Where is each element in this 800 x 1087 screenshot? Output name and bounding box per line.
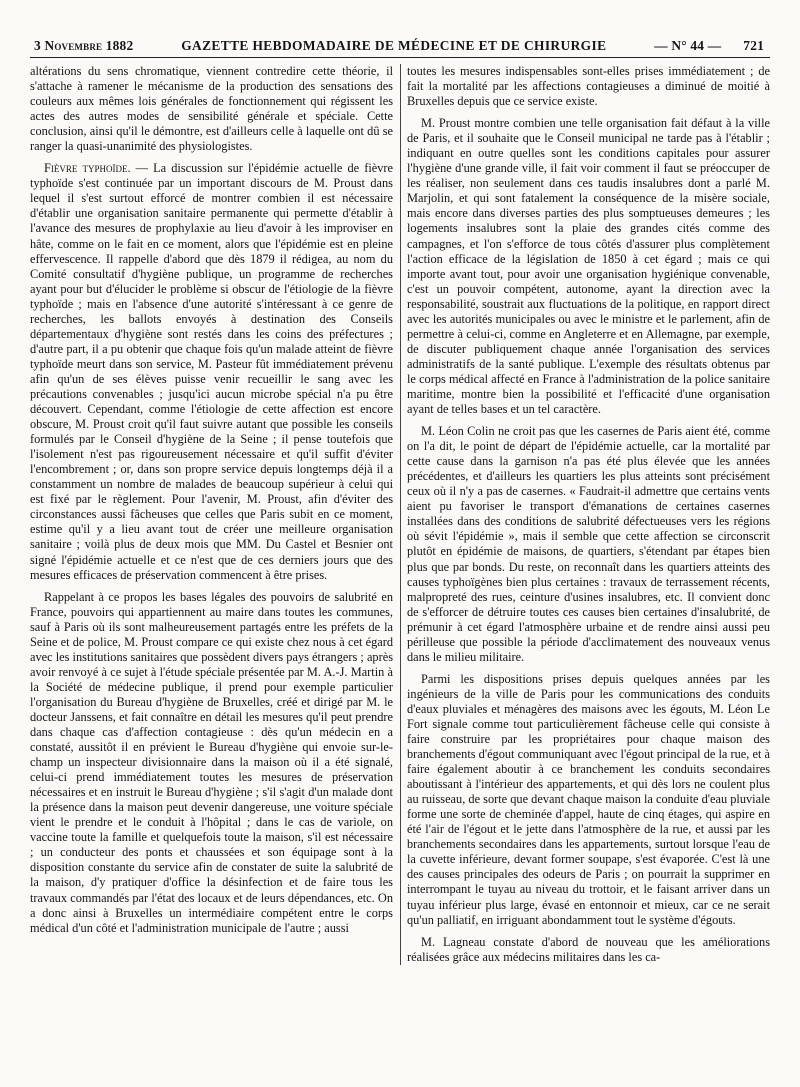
paragraph: M. Léon Colin ne croit pas que les casernes de Paris aient été, comme on l'a dit, le point de départ de l'épidémie actuelle, car la mortalité par cette cause dans la garnison n'a pas été plus élevée que les années précédentes, et d'ailleurs les quartiers les plus atteints sont précisément ceux où il n'y a pas de casernes. « Faudrait-il admettre que certains vents aient pu favoriser le transport d'émanations de certaines casernes installées dans des conditions de salubrité défectueuses vers les régions où sévit l'épidémie », mais il semble que cette affection se circonscrit plutôt en épidémie de maisons, de quartiers, s'étendant par étapes bien plus que par bonds. Du reste, on reconnaît dans les quartiers atteints des causes typhoïgènes bien plus certaines : travaux de terrassement récents, malpropreté des rues, ceinture d'usines insalubres, etc. Il convient donc de s'efforcer de détruire toutes ces causes bien certaines d'insalubrité, de prémunir à cet égard l'atmosphère urbaine et de rendre ainsi aussi peu périlleuse que possible la période d'acclimatement des nouveaux venus dans le milieu militaire. (407, 424, 770, 664)
section-heading: Fièvre typhoïde. (44, 161, 131, 176)
issue-date: 3 Novembre 1882 (34, 38, 134, 53)
paragraph: altérations du sens chromatique, viennent contredire cette théorie, il s'attache à ramener le mécanisme de la production des sensations des couleurs aux mêmes lois générales de fonctionnement qui régissent les actes des autres modes de sensibilité générale et spéciale. Cette conclusion, ainsi qu'il le démontre, est d'ailleurs celle à laquelle ont dû se ranger la quasi-unanimité des physiologistes. (30, 64, 393, 154)
paragraph: M. Lagneau constate d'abord de nouveau que les améliorations réalisées grâce aux médecins militaires dans les ca- (407, 934, 770, 964)
column-divider (400, 64, 401, 965)
journal-title: GAZETTE HEBDOMADAIRE DE MÉDECINE ET DE CHIRURGIE (181, 38, 607, 53)
paragraph: Rappelant à ce propos les bases légales des pouvoirs de salubrité en France, pouvoirs qui appartiennent au maire dans toutes les communes, sauf à Paris où ils sont malheureusement partagés entre les préfets de la Seine et de police, M. Proust compare ce qui existe chez nous à cet égard avec les institutions sanitaires que possèdent divers pays étrangers ; après avoir renvoyé à ce sujet à l'étude spéciale présentée par M. A.-J. Martin à la Société de médecine publique, il prend pour exemple particulier l'organisation du Bureau d'hygiène de Bruxelles, créé et dirigé par M. le docteur Janssens, et fait connaître en détail les mesures qu'il peut prendre dans chaque cas d'affection contagieuse : dès qu'un médecin en a constaté, aussitôt il en prévient le Bureau d'hygiène qui envoie sur-le-champ un inspecteur divisionnaire dans la maison où il a été signalé, celui-ci prend immédiatement toutes les mesures de préservation nécessaires et en instruit le Bureau d'hygiène ; s'il s'agit d'un malade dont la présence dans la maison peut devenir dangereuse, une voiture spéciale vient le prendre et le conduit à l'hôpital ; dans le cas de variole, on vaccine toute la famille et quelquefois toute la maison, s'il est nécessaire ; un conducteur des ponts et chaussées et son équipage sont à la disposition constante du service afin de constater de suite la salubrité de la maison, d'y pratiquer d'office la désinfection et de faire tous les travaux commandés par l'état des locaux et de leurs dépendances, etc. On a donc ainsi à Bruxelles un intermédiaire compétent entre le corps médical d'un côté et l'administration municipale de l'autre ; aussi (30, 589, 393, 935)
issue-info (654, 38, 764, 54)
paragraph: toutes les mesures indispensables sont-elles prises immédiatement ; de fait la mortalité par les affections contagieuses a diminué de moitié à Bruxelles depuis que ce service existe. (407, 64, 770, 109)
running-header (30, 38, 770, 58)
paragraph: M. Proust montre combien une telle organisation fait défaut à la ville de Paris, et il souhaite que le Conseil municipal ne tarde pas à l'établir ; indiquant en outre quelles sont les conditions capitales pour assurer l'hygiène d'une grande ville, il fait voir comment il faut se préoccuper de les réaliser, non seulement dans ces taudis insalubres dont a parlé M. Marjolin, et qui sont fatalement la conséquence de la misère sociale, mais encore dans diverses parties des plus somptueuses demeures ; les logements insalubres sont la plaie des grandes cités comme des campagnes, et l'on s'efforce de tous côtés d'assurer plus complètement l'action efficace de la législation de 1850 à cet égard ; mais ce qui importe avant tout, pour avoir une organisation hygiénique convenable, c'est un pouvoir compétent, autonome, ayant la direction avec la responsabilité, soustrait aux fluctuations de la politique, en rapport direct avec les autorités municipales ou avec le ministre et le parlement, afin de permettre à celui-ci, comme en Angleterre et en Allemagne, par exemple, de discuter publiquement chaque année l'organisation des services administratifs de la santé publique. L'exemple des résultats obtenus par le corps médical affecté en France à l'administration de la police sanitaire maritime, montre bien la possibilité et l'efficacité d'une organisation ayant de telles bases et un tel caractère. (407, 116, 770, 417)
page-number: 721 (743, 38, 764, 53)
paragraph-fievre-typhoide (30, 161, 393, 582)
right-column (407, 64, 770, 965)
issue-number: — N° 44 — (654, 38, 722, 53)
left-column (30, 64, 393, 965)
paragraph: Parmi les dispositions prises depuis quelques années par les ingénieurs de la ville de Paris pour les communications des conduits d'eaux pluviales et ménagères des maisons avec les égouts, M. Léon Le Fort signale comme tout particulièrement fâcheuse celle qui consiste à faire construire par les propriétaires pour chaque maison des branchements d'égout communiquant avec l'égout principal de la rue, et à faire également aboutir à ce branchement les conduits secondaires aboutissant à l'intérieur des appartements, et qui dès lors ne coulent plus au ruisseau, de sorte que devant chaque maison la conduite d'eau pluviale forme une sorte de cheminée d'appel, haute de cinq étages, qui aspire en été l'air de l'égout et le jette dans l'atmosphère de la rue, et aussi par les branchements secondaires dans les appartements, surtout lorsque l'eau de la cuvette inférieure, devant former soupape, s'est évaporée. C'est là une des causes principales des odeurs de Paris ; on pourrait la supprimer en interrompant le tuyau au niveau du trottoir, et le faisant arriver dans un tuyau inférieur plus large, évasé en entonnoir et mieux, car ce ne serait qu'un palliatif, en irriguant abondamment tout le système d'égouts. (407, 671, 770, 927)
article-columns (30, 64, 770, 965)
paragraph-body: — La discussion sur l'épidémie actuelle de fièvre typhoïde s'est continuée par un important discours de M. Proust dans lequel il s'est surtout efforcé de montrer combien il est nécessaire d'établir une organisation sanitaire permanente qui permette d'établir à l'avance des mesures de prophylaxie au lieu d'avoir à les improviser en hâte, comme on le fait en ce moment, alors que l'épidémie est en pleine effervescence. Il rappelle d'abord que dès 1879 il rédigea, au nom du Comité consultatif d'hygiène publique, un programme de recherches ayant pour but d'élucider le problème si obscur de l'étiologie de la fièvre typhoïde ; mais en l'absence d'une autorité s'intéressant à ce genre de recherches, les ballots envoyés à destination des Conseils départementaux d'hygiène sont restés dans les coins des préfectures ; d'autre part, il a pu obtenir que chaque fois qu'un malade atteint de fièvre typhoïde meurt dans son service, M. Pasteur fût immédiatement prévenu afin qu'un de ses élèves puisse venir recueillir le sang avec les précautions convenables ; jusqu'ici aucun microbe spécial n'a pu être découvert. Cependant, comme l'étiologie de cette affection est encore obscure, M. Proust croit qu'il faut suivre autant que possible les conseils formulés par le Conseil d'hygiène de la Seine ; il pense toutefois que l'isolement n'est pas rigoureusement nécessaire et qu'il suffit d'éviter l'encombrement ; or, dans son propre service depuis longtemps déjà il a constamment un nombre de malades de beaucoup supérieur à celui qui est fixé par le règlement. Pour l'avenir, M. Proust, afin d'éviter des circonstances aussi fâcheuses que celles que Paris subit en ce moment, estime qu'il y a lieu avant tout de créer une meilleure organisation sanitaire ; voilà plus de deux mois que MM. Du Castel et Besnier ont signé l'épidémie actuelle et ce n'est que de ces derniers jours que des mesures efficaces de préservation commencent à être prises. (30, 161, 394, 582)
